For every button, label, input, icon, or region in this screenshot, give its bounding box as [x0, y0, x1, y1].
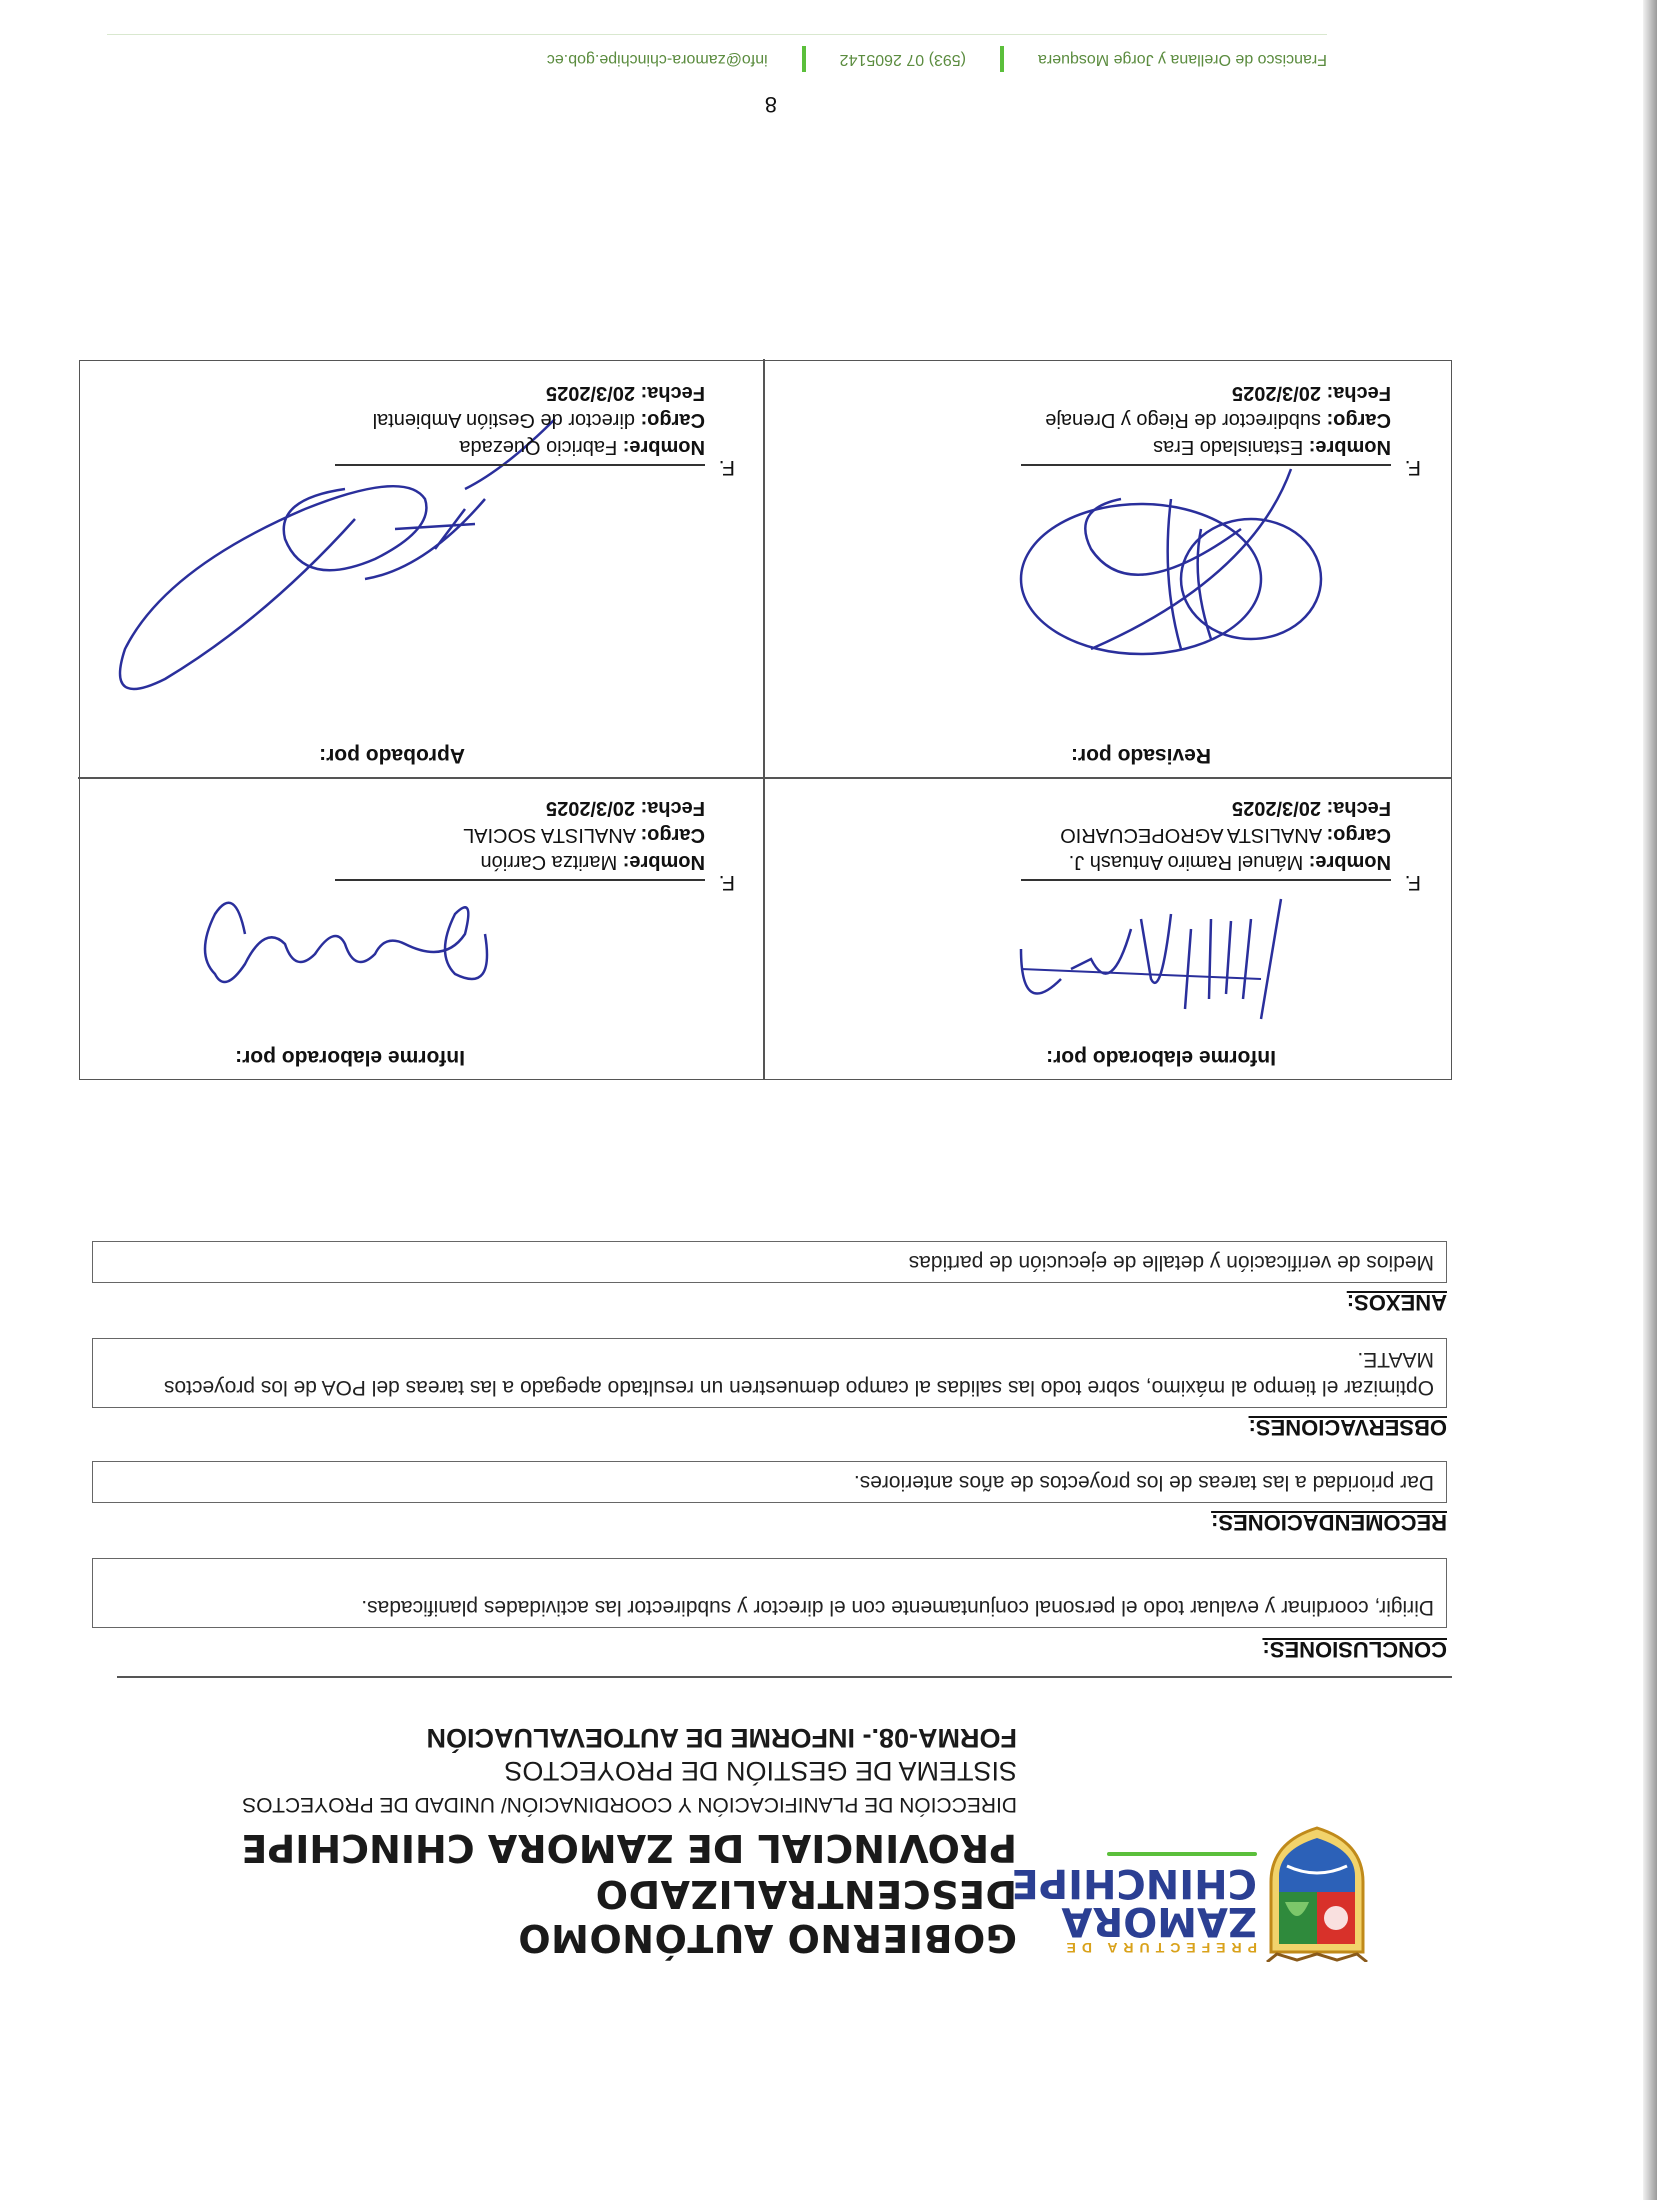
cell-title: Informe elaborado por:: [235, 1046, 465, 1069]
name-label: Nombre:: [1308, 436, 1391, 458]
signer-name: Mánuel Ramiro Antuash J.: [1068, 851, 1304, 873]
signer-details: [1060, 794, 1391, 875]
page-number: 8: [764, 92, 777, 117]
provincial-crest-logo: [1257, 1822, 1377, 1962]
signer-date: 20/3/2025: [1231, 797, 1321, 819]
signer-date: 20/3/2025: [545, 382, 635, 404]
brand-name-line2: CHINCHIPE: [1011, 1860, 1257, 1906]
header-line4: SISTEMA DE GESTIÓN DE PROYECTOS: [504, 1756, 1017, 1786]
signer-name: Estanislado Eras: [1153, 436, 1304, 458]
footer-address: Francisco de Orellana y Jorge Mosquera: [1037, 51, 1327, 68]
anexos-label: ANEXOS:: [1346, 1290, 1447, 1315]
f-label: F.: [718, 871, 735, 894]
f-label: F.: [1404, 456, 1421, 479]
brand-prefix: PREFECTURA DE: [1060, 1940, 1257, 1956]
header-line2: PROVINCIAL DE ZAMORA CHINCHIPE: [241, 1826, 1017, 1870]
cell-title: Aprobado por:: [319, 744, 465, 767]
name-label: Nombre:: [1308, 851, 1391, 873]
footer-phone: (593) 07 2605142: [839, 51, 966, 68]
footer-rule: [107, 34, 1327, 35]
cell-title: Informe elaborado por:: [1046, 1046, 1276, 1069]
observaciones-box: Optimizar el tiempo al máximo, sobre todo las salidas al campo demuestren un resultado apegado a las tareas del POA de los proyectos MAATE.: [92, 1338, 1447, 1408]
signature-cell-revisado: [765, 359, 1451, 779]
signer-date: 20/3/2025: [545, 797, 635, 819]
signer-role: director de Gestión Ambiental: [372, 409, 635, 431]
header-divider: [117, 1676, 1452, 1678]
footer-separator: [1000, 46, 1004, 72]
date-label: Fecha:: [1326, 797, 1391, 819]
handwritten-signature-1: [1001, 889, 1321, 1039]
signature-cell-aprobado: [78, 359, 765, 779]
signer-role: subdirector de Riego y Drenaje: [1045, 409, 1321, 431]
form-title: FORMA-08.- INFORME DE AUTOEVALUACIÓN: [426, 1723, 1017, 1753]
conclusiones-label: CONCLUSIONES:: [1262, 1637, 1447, 1662]
footer-separator: [802, 46, 806, 72]
signatures-table: [79, 360, 1452, 1080]
brand-name-line1: ZAMORA: [1061, 1898, 1257, 1944]
signer-name: Fabricio Quezada: [459, 436, 618, 458]
signer-role: ANALISTA AGROPECUARIO: [1060, 824, 1323, 846]
cell-title: Revisado por:: [1070, 744, 1211, 767]
observaciones-label: OBSERVACIONES:: [1248, 1415, 1447, 1440]
handwritten-signature-3: [831, 449, 1391, 729]
f-label: F.: [718, 456, 735, 479]
header-line1: GOBIERNO AUTÓNOMO DESCENTRALIZADO: [517, 1872, 1017, 1960]
brand-underline: [1107, 1852, 1257, 1856]
handwritten-signature-2: [195, 884, 515, 1034]
signature-cell-elaborado-1: [765, 779, 1451, 1079]
signer-date: 20/3/2025: [1231, 382, 1321, 404]
signature-cell-elaborado-2: [78, 779, 765, 1079]
role-label: Cargo:: [640, 824, 705, 846]
signer-details: [1045, 379, 1391, 460]
page-footer: [147, 46, 1327, 72]
brand-block: [1011, 1852, 1257, 1956]
conclusiones-box: Dirigir, coordinar y evaluar todo el personal conjuntamente con el director y subdirector las actividades planificadas.: [92, 1558, 1447, 1628]
date-label: Fecha:: [640, 382, 705, 404]
anexos-box: Medios de verificación y detalle de ejecución de partidas: [92, 1241, 1447, 1283]
signature-line: [1021, 465, 1391, 467]
recomendaciones-box: Dar prioridad a las tareas de los proyectos de años anteriores.: [92, 1461, 1447, 1503]
name-label: Nombre:: [622, 851, 705, 873]
role-label: Cargo:: [1326, 824, 1391, 846]
signature-line: [335, 880, 705, 882]
signer-details: [463, 794, 705, 875]
signer-name: Maritza Carrión: [480, 851, 618, 873]
name-label: Nombre:: [622, 436, 705, 458]
signature-line: [335, 465, 705, 467]
f-label: F.: [1404, 871, 1421, 894]
date-label: Fecha:: [1326, 382, 1391, 404]
role-label: Cargo:: [1326, 409, 1391, 431]
recomendaciones-label: RECOMENDACIONES:: [1211, 1510, 1447, 1535]
signer-role: ANALISTA SOCIAL: [463, 824, 637, 846]
signer-details: [373, 379, 705, 460]
signature-line: [1021, 880, 1391, 882]
document-header: [117, 1722, 1017, 1960]
footer-email: info@zamora-chinchipe.gob.ec: [546, 51, 768, 68]
scan-edge-shadow: [1643, 0, 1657, 2200]
header-line3: DIRECCIÓN DE PLANIFICACIÓN Y COORDINACIÓN/ UNIDAD DE PROYECTOS: [242, 1793, 1017, 1816]
date-label: Fecha:: [640, 797, 705, 819]
role-label: Cargo:: [640, 409, 705, 431]
